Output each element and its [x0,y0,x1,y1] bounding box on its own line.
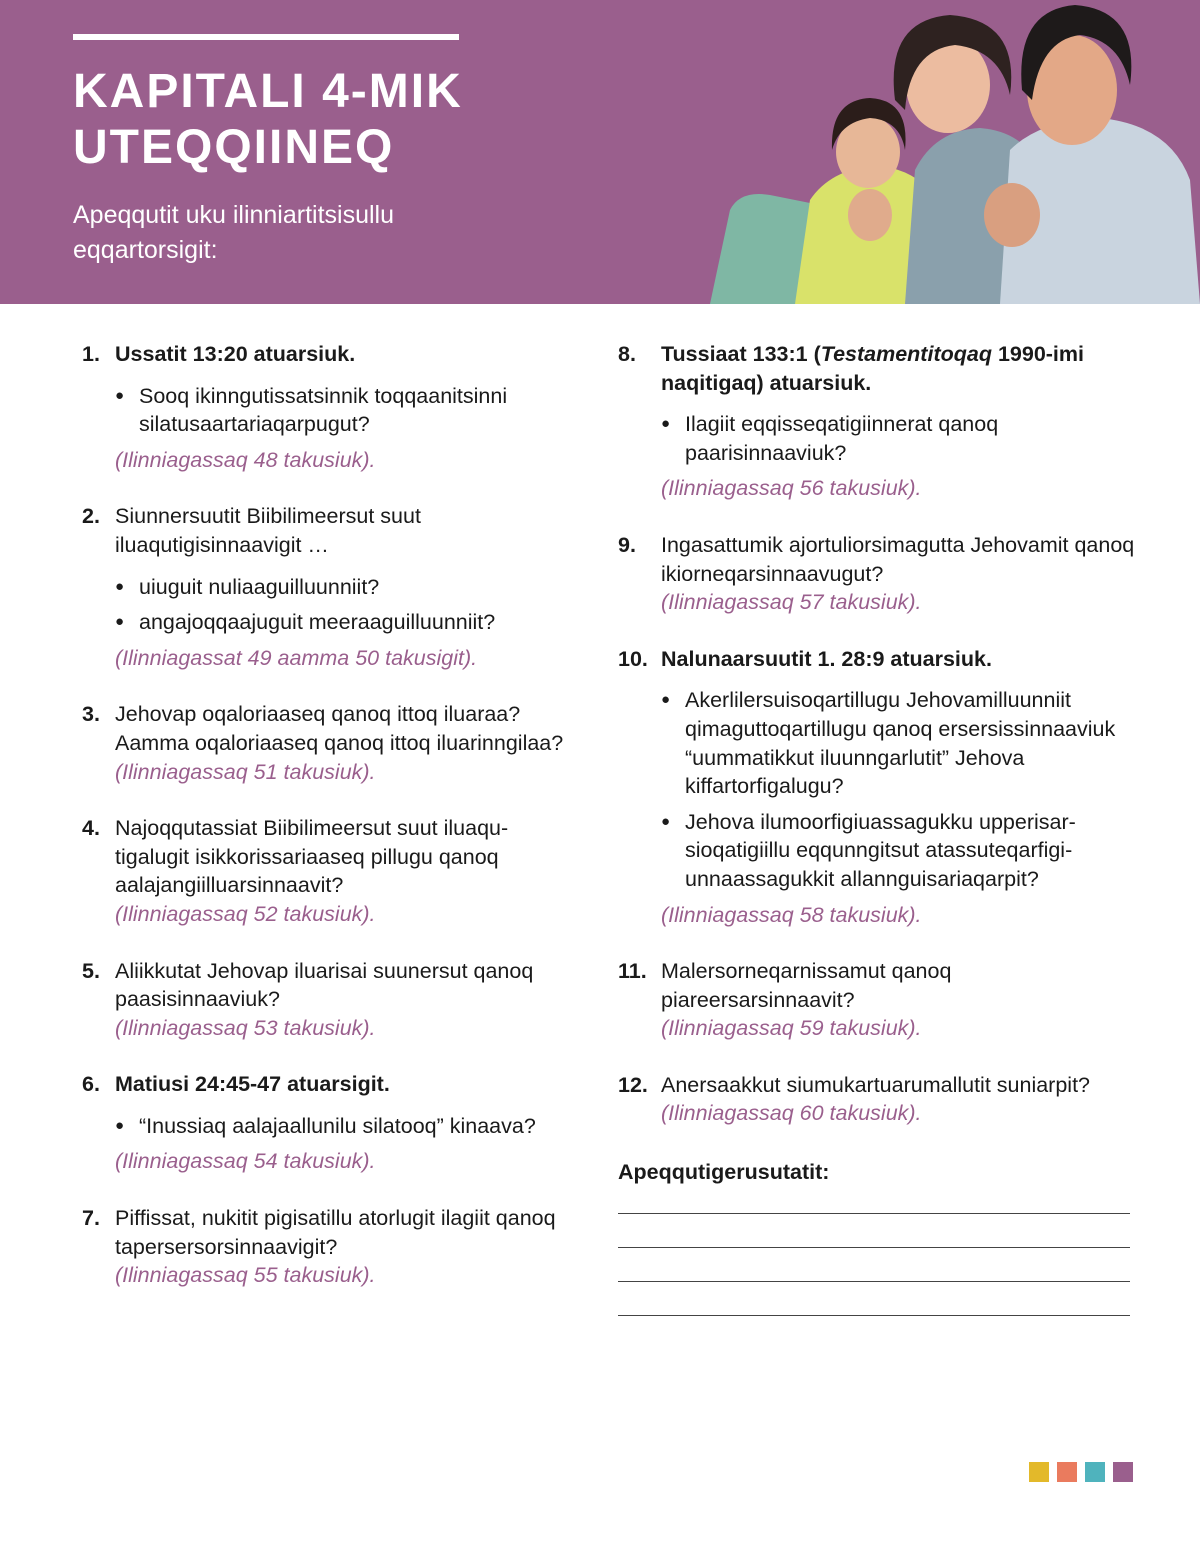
question-text: Malersorneqarnissamut qanoq piareersarsinnaavit? [661,959,952,1012]
note-line[interactable] [618,1247,1130,1248]
header-rule [73,34,459,40]
lesson-reference: (Ilinniagassaq 48 takusiuk). [115,447,376,472]
questions-left-column [82,340,572,1290]
sub-question-list [115,573,572,637]
question-text: Ussatit 13:20 atuarsiuk. [115,342,356,366]
swatch-purple [1113,1462,1133,1482]
chapter-title [73,64,463,176]
note-line[interactable] [618,1315,1130,1316]
swatch-teal [1085,1462,1105,1482]
question-5 [82,957,572,1043]
lesson-reference: (Ilinniagassaq 59 takusiuk). [661,1016,922,1041]
lesson-reference: (Ilinniagassaq 58 takusiuk). [661,902,922,927]
question-number: 3. [82,702,100,727]
question-text: Anersaakkut siumukartuarumallutit suniarpit? [661,1072,1091,1097]
question-text-part: 1990-imi naqitigaq) atuarsiuk. [661,342,1084,395]
question-1 [82,340,572,474]
color-swatches [1029,1462,1133,1482]
question-10 [618,645,1138,929]
lesson-reference: (Ilinniagassaq 60 takusiuk). [661,1101,922,1126]
swatch-yellow [1029,1462,1049,1482]
question-8 [618,340,1138,503]
swatch-orange [1057,1462,1077,1482]
sub-question: ● Ilagiit eqqisseqatigiinnerat qanoq paarisinnaaviuk? [661,410,1138,467]
question-text [661,340,1138,397]
sub-question-list [115,1112,572,1141]
question-number: 9. [618,532,636,557]
lesson-reference: (Ilinniagassaq 56 takusiuk). [661,476,922,501]
question-text: Jehovap oqaloriaaseq qanoq ittoq iluaraa? Aamma oqaloriaaseq qanoq ittoq iluarinngilaa? [115,702,564,755]
lesson-reference: (Ilinniagassaq 53 takusiuk). [115,1015,376,1040]
sub-question-list [115,382,572,439]
chapter-title-line2: UTEQQIINEQ [73,121,395,174]
question-text: Nalunaarsuutit 1. 28:9 atuarsiuk. [661,646,992,671]
notes-label: Apeqqutigerusutatit: [618,1160,830,1185]
question-2 [82,502,572,672]
lesson-reference: (Ilinniagassaq 55 takusiuk). [115,1263,376,1288]
question-number: 11. [618,959,647,984]
question-number: 12. [618,1072,648,1097]
question-number: 7. [82,1206,100,1231]
question-text-part: Tussiaat 133:1 ( [661,342,821,366]
sub-question: ● “Inussiaq aalajaallunilu silatooq” kinaava? [115,1112,572,1141]
sub-question: ● Akerlilersuisoqartillugu Jehovamilluunniit qimaguttoqartillugu qanoq ersersissinnaaviuk “uummatikkut iluunngarlutit” Jehova kiffartorfigalugu? [661,686,1138,800]
question-number: 2. [82,504,100,529]
family-praying-illustration [700,0,1200,304]
sub-question-list [661,686,1138,893]
sub-question: ● Sooq ikinngutissatsinnik toqqaanitsinni silatusaartariaqarpugut? [115,382,572,439]
note-line[interactable] [618,1213,1130,1214]
question-text: Ingasattumik ajortuliorsimagutta Jehovamit qanoq ikiorneqarsinnaavugut? [661,532,1135,586]
lesson-reference: (Ilinniagassaq 57 takusiuk). [661,590,922,615]
lesson-reference: (Ilinniagassat 49 aamma 50 takusigit). [115,645,478,670]
question-11 [618,957,1138,1043]
question-4 [82,814,572,928]
question-number: 6. [82,1072,100,1097]
question-3 [82,700,572,786]
question-number: 10. [618,646,648,671]
sub-question: ● angajoqqaajuguit meeraaguilluunniit? [115,608,572,637]
chapter-header [0,0,1200,304]
chapter-title-line1: KAPITALI 4-MIK [73,65,463,118]
lesson-reference: (Ilinniagassaq 51 takusiuk). [115,759,376,784]
question-number: 8. [618,342,636,366]
chapter-subtitle: Apeqqutit uku ilinniartitsisullu eqqartorsigit: [73,201,395,264]
question-text: Piffissat, nukitit pigisatillu atorlugit ilagiit qanoq tapersersorsinnaavigit? [115,1206,556,1259]
note-line[interactable] [618,1281,1130,1282]
lesson-reference: (Ilinniagassaq 52 takusiuk). [115,901,376,926]
question-9 [618,531,1138,617]
question-number: 4. [82,816,100,841]
book-title: Testamentitoqaq [820,342,992,366]
lesson-reference: (Ilinniagassaq 54 takusiuk). [115,1149,376,1174]
sub-question: ● uiuguit nuliaaguilluunniit? [115,573,572,602]
question-text: Matiusi 24:45-47 atuarsigit. [115,1072,390,1097]
question-text: Siunnersuutit Biibilimeersut suut iluaqutigisinnaavigit … [115,504,421,557]
question-number: 1. [82,342,100,366]
question-number: 5. [82,958,100,983]
question-6 [82,1070,572,1176]
question-text: Najoqqutassiat Biibilimeersut suut iluaqutigalugit isikkorissariaaseq pillugu qanoq aalajangiilluarsinnaavit? [115,816,509,898]
questions-right-column [618,340,1138,1316]
question-12 [618,1071,1138,1128]
sub-question-list [661,410,1138,467]
sub-question: ● Jehova ilumoorfigiuassagukku upperisarsioqatigiillu eqqunngitsut atassuteqarfigiunnaassagukkit allannguisariaqarpit? [661,808,1138,894]
question-7 [82,1204,572,1290]
question-text: Aliikkutat Jehovap iluarisai suunersut qanoq paasisinnaaviuk? [115,958,534,1012]
